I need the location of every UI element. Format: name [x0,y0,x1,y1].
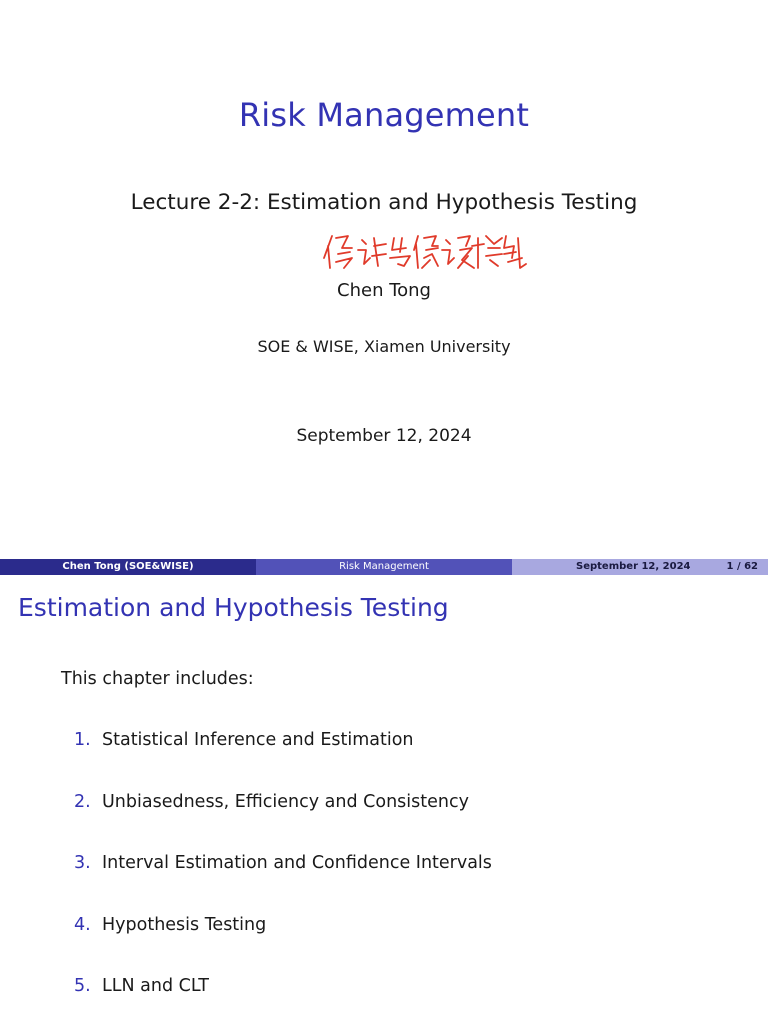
list-item [74,853,492,873]
footer-date-page [512,559,768,575]
list-item-number: 1. [74,730,91,750]
author-institute: SOE & WISE, Xiamen University [257,337,511,356]
list-item [74,792,469,812]
presentation-date: September 12, 2024 [296,426,472,446]
handwritten-chinese-subtitle [318,228,528,272]
list-item-text: Unbiasedness, Efficiency and Consistency [102,792,469,812]
list-item-number: 4. [74,915,91,935]
slide-footer [0,559,768,575]
list-item-text: LLN and CLT [102,976,209,996]
lecture-subtitle: Lecture 2-2: Estimation and Hypothesis Testing [130,190,638,215]
list-item-number: 5. [74,976,91,996]
footer-date: September 12, 2024 [576,561,691,572]
footer-page-number: 1 / 62 [726,561,758,572]
list-item-text: Hypothesis Testing [102,915,267,935]
footer-author: Chen Tong (SOE&WISE) [0,559,256,575]
list-item-text: Statistical Inference and Estimation [102,730,414,750]
intro-text: This chapter includes: [61,669,254,689]
frame-title: Estimation and Hypothesis Testing [18,593,449,622]
content-slide [0,575,768,1024]
presentation-title: Risk Management [238,96,530,134]
list-item-text: Interval Estimation and Confidence Intervals [102,853,492,873]
list-item [74,730,414,750]
list-item-number: 2. [74,792,91,812]
list-item [74,915,266,935]
list-item-number: 3. [74,853,91,873]
footer-title: Risk Management [256,559,512,575]
list-item [74,976,209,996]
author-name: Chen Tong [337,280,431,301]
